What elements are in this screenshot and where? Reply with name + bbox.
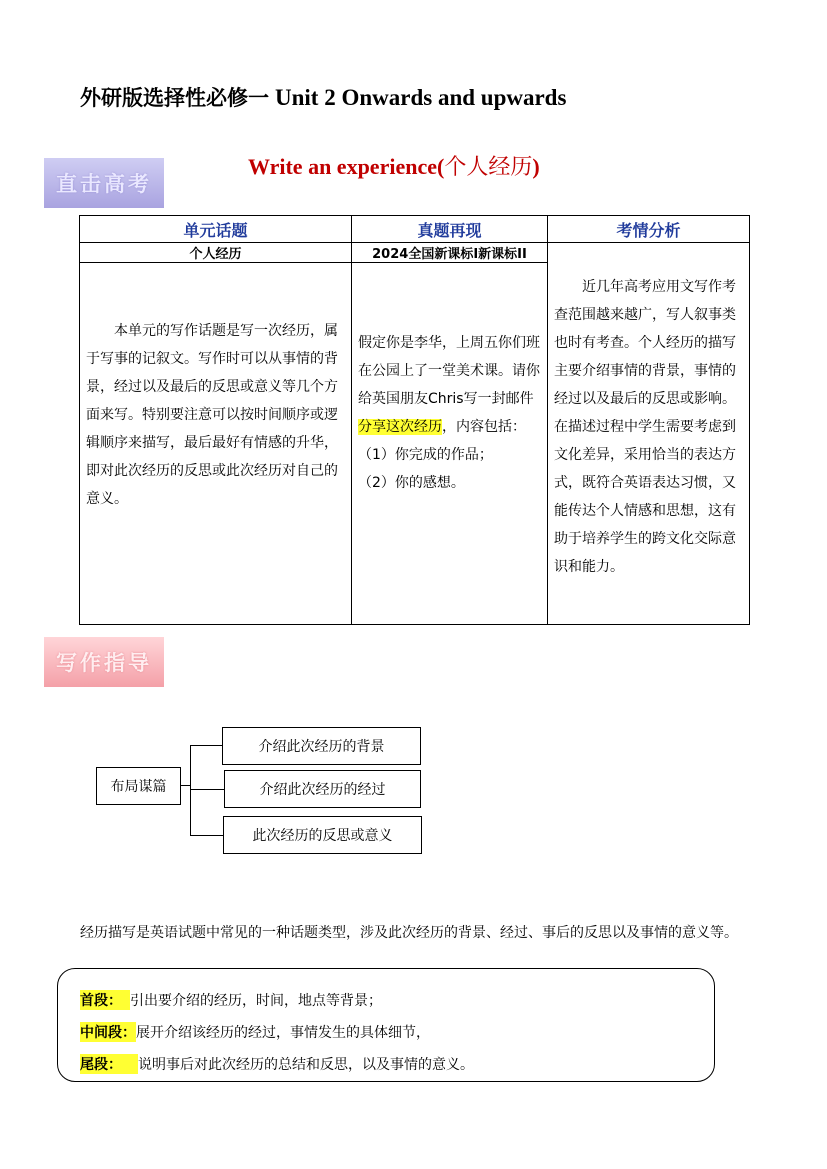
- writing-guide-badge: [44, 637, 164, 687]
- analysis-text: 近几年高考应用文写作考查范围越来越广，写人叙事类也时有考查。个人经历的描写主要介绍事情的背景，事情的经过以及最后的反思或影响。在描述过程中学生需要考虑到文化差异，采用恰当的表达方式，既符合英语表达习惯，又能传达个人情感和思想，这有助于培养学生的跨文化交际意识和能力。: [554, 279, 736, 575]
- header-unit-topic: 单元话题: [80, 216, 352, 243]
- outline-branch-box-1: [222, 727, 421, 765]
- page-subtitle: [248, 150, 540, 181]
- prompt-item-1: （1）你完成的作品；: [358, 447, 493, 463]
- exam-analysis-table: [79, 215, 750, 625]
- outline-branch-box-2: [224, 770, 421, 808]
- exam-prompt-text: [352, 263, 547, 497]
- prompt-after: ，内容包括：: [442, 419, 526, 435]
- paragraph-label: 首段：: [80, 990, 130, 1010]
- outline-branch-box-3: [223, 816, 422, 854]
- title-en: Unit 2 Onwards and upwards: [275, 85, 567, 110]
- document-title: [80, 82, 566, 112]
- outline-root-label: 布局谋篇: [110, 779, 167, 795]
- summary-text: 经历描写是英语试题中常见的一种话题类型，涉及此次经历的背景、经过、事后的反思以及事情的意义等。: [80, 925, 738, 941]
- topic-description-text: 本单元的写作话题是写一次经历，属于写事的记叙文。写作时可以从事情的背景，经过以及最后的反思或意义等几个方面来写。特别要注意可以按时间顺序或逻辑顺序来描写，最后最好有情感的升华，即对此次经历的反思或此次经历对自己的意义。: [86, 323, 338, 507]
- paragraph-text: 说明事后对此次经历的总结和反思，以及事情的意义。: [138, 1057, 474, 1073]
- outline-branch-label-3: 此次经历的反思或意义: [252, 828, 393, 844]
- topic-description-cell: [80, 263, 352, 625]
- prompt-before: 假定你是李华，上周五你们班在公园上了一堂美术课。请你给英国朋友Chris写一封邮件: [358, 335, 540, 407]
- paragraph-label: 尾段：: [80, 1054, 138, 1074]
- exam-source-cell: 2024全国新课标I新课标II: [352, 243, 548, 263]
- outline-branch-line-2: [190, 789, 225, 790]
- outline-vertical-line: [190, 745, 191, 835]
- paragraph-structure-box: [57, 968, 715, 1082]
- outline-branch-label-2: 介绍此次经历的经过: [259, 782, 386, 798]
- prompt-item-2: （2）你的感想。: [358, 475, 465, 491]
- table-sub-row: [80, 243, 750, 263]
- outline-root-box: [96, 767, 181, 805]
- paragraph-item-middle: [80, 1022, 430, 1042]
- outline-branch-line-3: [190, 835, 224, 836]
- paragraph-text: 展开介绍该经历的经过，事情发生的具体细节，: [136, 1025, 430, 1041]
- outline-root-connector: [180, 785, 191, 786]
- analysis-cell: [548, 243, 750, 625]
- subtitle-en: Write an experience(: [248, 154, 445, 179]
- paragraph-item-last: [80, 1054, 474, 1074]
- exam-direct-badge-label: 直击高考: [56, 172, 152, 196]
- paragraph-text: 引出要介绍的经历，时间，地点等背景；: [130, 993, 382, 1009]
- paragraph-label: 中间段：: [80, 1022, 136, 1042]
- subtitle-end: ): [532, 154, 540, 179]
- header-real-exam: 真题再现: [352, 216, 548, 243]
- header-exam-analysis: 考情分析: [548, 216, 750, 243]
- title-cn: 外研版选择性必修一: [80, 85, 269, 110]
- writing-guide-badge-label: 写作指导: [56, 651, 152, 675]
- exam-prompt-cell: [352, 263, 548, 625]
- exam-direct-badge: [44, 158, 164, 208]
- outline-branch-label-1: 介绍此次经历的背景: [258, 739, 385, 755]
- paragraph-item-first: [80, 990, 382, 1010]
- topic-name-cell: 个人经历: [80, 243, 352, 263]
- table-header-row: [80, 216, 750, 243]
- outline-branch-line-1: [190, 745, 223, 746]
- subtitle-cn: 个人经历: [444, 155, 533, 180]
- prompt-highlight: 分享这次经历: [358, 419, 442, 435]
